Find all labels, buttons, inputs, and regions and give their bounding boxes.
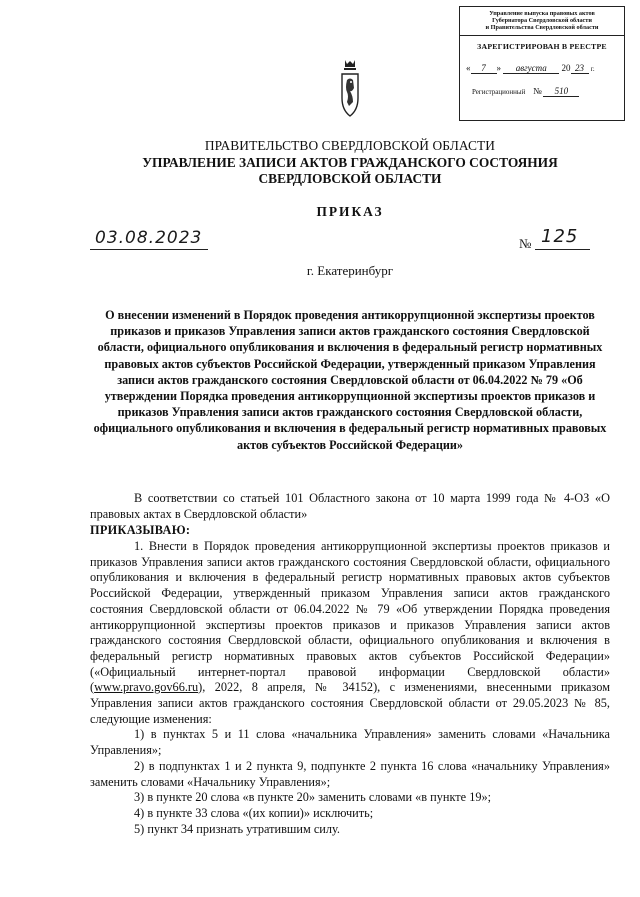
item-1-text-end: ), 2022, 8 апреля, № 34152), с изменениями, внесенными приказом Управления записи актов гражданского состояния Свердловской области от 29.05.2023 № 85, следующие изменения: — [90, 680, 610, 726]
stamp-quote-open: « — [466, 62, 471, 73]
subitem: 2) в подпунктах 1 и 2 пункта 9, подпункте 2 пункта 16 слова «начальнику Управления» заменить словами «Начальнику Управления»; — [90, 758, 610, 789]
subitem: 5) пункт 34 признать утратившим силу. — [134, 821, 340, 836]
stamp-header — [460, 7, 624, 36]
stamp-number — [460, 86, 624, 97]
subitem: 3) в пункте 20 слова «в пункте 20» заменить словами «в пункте 19»; — [134, 790, 492, 805]
stamp-header-line: Губернатора Свердловской области — [492, 17, 592, 25]
stamp-day: 7 — [471, 63, 497, 74]
stamp-quote-close: » — [496, 62, 501, 73]
stamp-reg-number: 510 — [543, 86, 579, 97]
item-1-text: 1. Внести в Порядок проведения антикоррупционной экспертизы проектов приказов и приказов Управления записи актов гражданского состояния Свердловской области, официального опубликования и включения в федеральный регистр нормативных правовых актов субъектов Российской Федерации, утвержденный приказом Управления записи актов гражданского состояния Свердловской области от 06.04.2022 № 79 «Об утверждении Порядка проведения антикоррупционной экспертизы проектов приказов и приказов Управления записи актов гражданского состояния Свердловской области, официального опубликования и включения в федеральный регистр нормативных правовых актов субъектов Российской Федерации» («Официальный интернет-портал правовой информации Свердловской области» ( — [90, 539, 610, 695]
government-name: ПРАВИТЕЛЬСТВО СВЕРДЛОВСКОЙ ОБЛАСТИ — [204, 138, 496, 153]
registration-stamp — [459, 6, 625, 121]
subitem: 1) в пунктах 5 и 11 слова «начальника Управления» заменить словами «Начальника Управления»; — [90, 727, 610, 758]
prikazyvayu-heading: ПРИКАЗЫВАЮ: — [90, 523, 191, 537]
coat-of-arms-emblem — [338, 58, 362, 120]
stamp-header-line: и Правительства Свердловской области — [485, 24, 599, 32]
number-label: № — [519, 236, 532, 251]
stamp-reg-label: Регистрационный — [472, 87, 526, 96]
item-1 — [90, 539, 610, 727]
handwritten-number: 125 — [541, 226, 579, 247]
stamp-year-suffix: 23 — [571, 63, 589, 74]
basis-paragraph: В соответствии со статьей 101 Областного закона от 10 марта 1999 года № 4-ОЗ «О правовых актах в Свердловской области» — [90, 491, 610, 521]
order-subject: О внесении изменений в Порядок проведения антикоррупционной экспертизы проектов приказов и приказов Управления записи актов гражданского состояния Свердловской области, официального опубликования и включения в федеральный регистр нормативных правовых актов субъектов Российской Федерации, утвержденный приказом Управления записи актов гражданского состояния Свердловской области от 06.04.2022 № 79 «Об утверждении Порядка проведения антикоррупционной экспертизы проектов приказов и приказов Управления записи актов гражданского состояния Свердловской области, официального опубликования и включения в федеральный регистр нормативных правовых актов субъектов Российской Федерации» — [93, 308, 607, 452]
number-underline — [535, 249, 590, 250]
city: г. Екатеринбург — [306, 263, 394, 278]
stamp-month: августа — [503, 63, 559, 74]
office-name-line: УПРАВЛЕНИЕ ЗАПИСИ АКТОВ ГРАЖДАНСКОГО СОСТОЯНИЯ — [142, 155, 558, 170]
stamp-no-sign: № — [533, 85, 542, 96]
order-basis — [90, 491, 610, 522]
handwritten-date: 03.08.2023 — [95, 228, 203, 248]
order-title: ПРИКАЗ — [316, 204, 384, 219]
date-underline — [90, 249, 208, 250]
stamp-year-unit: г. — [590, 64, 595, 73]
stamp-date — [460, 63, 624, 74]
stamp-header-line: Управление выпуска правовых актов — [489, 10, 595, 17]
subitem: 4) в пункте 33 слова «(их копии)» исключить; — [134, 805, 374, 820]
stamp-registered-label: ЗАРЕГИСТРИРОВАН В РЕЕСТРЕ — [477, 41, 607, 51]
office-name — [110, 155, 590, 187]
office-name-line: СВЕРДЛОВСКОЙ ОБЛАСТИ — [258, 171, 442, 186]
stamp-year-prefix: 20 — [561, 62, 571, 73]
pravo-link[interactable]: www.pravo.gov66.ru — [94, 680, 199, 695]
order-body — [90, 539, 610, 837]
